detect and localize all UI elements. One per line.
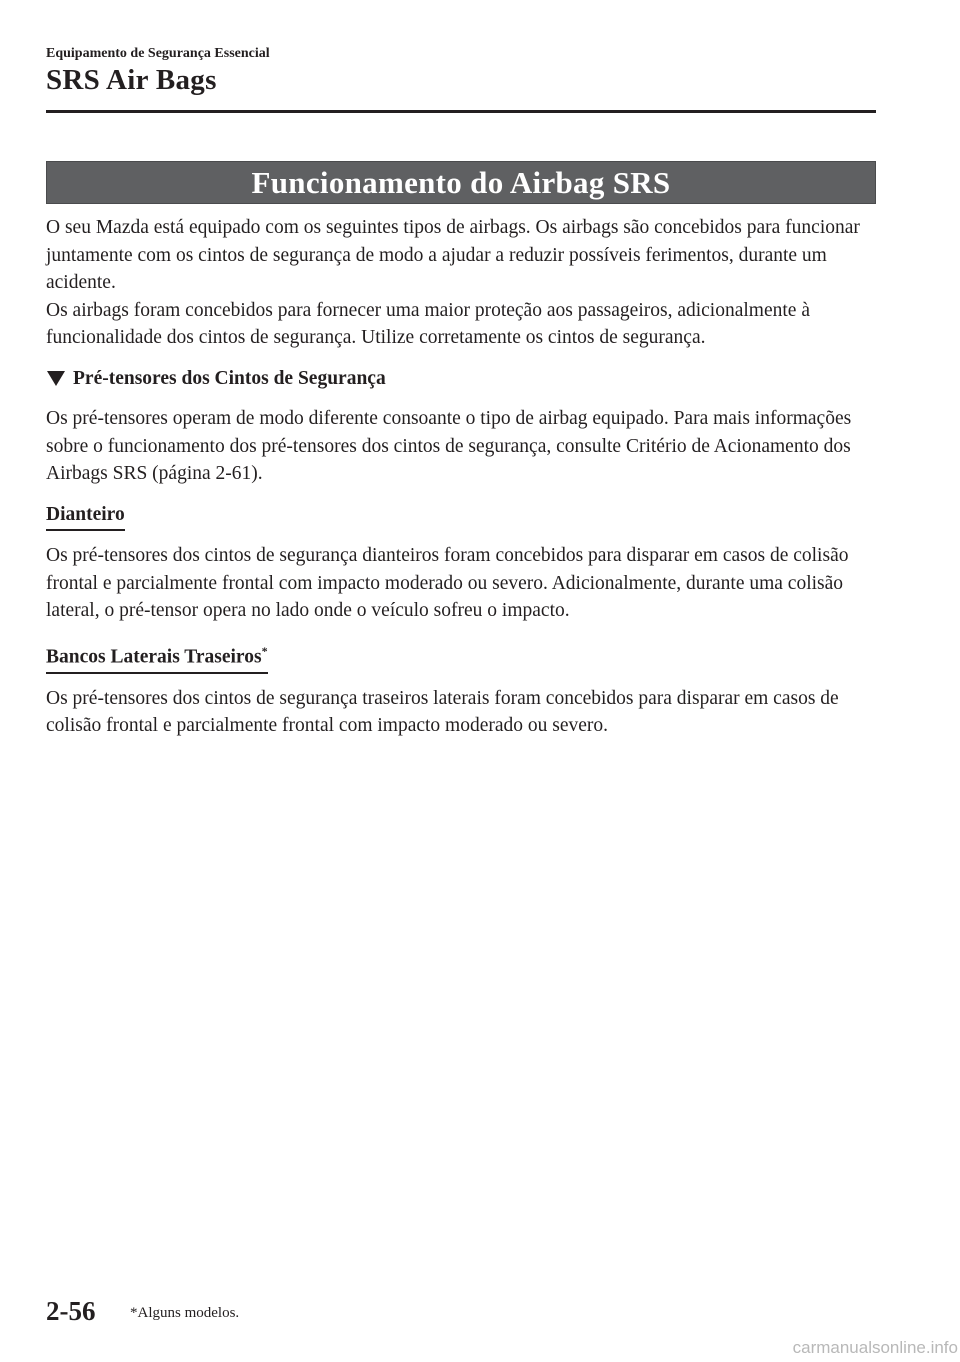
rear-heading-text: Bancos Laterais Traseiros (46, 646, 262, 667)
pretensioners-heading-text: Pré-tensores dos Cintos de Segurança (73, 367, 386, 389)
topic-banner-title: Funcionamento do Airbag SRS (251, 164, 671, 200)
pretensioners-heading (46, 365, 880, 393)
intro-paragraph-2: Os airbags foram concebidos para fornecer uma maior proteção aos passageiros, adicionalmente à funcionalidade dos cintos de segurança. Utilize corretamente os cintos de segurança. (46, 299, 810, 348)
footnote-asterisk: * (261, 643, 268, 658)
rear-heading (46, 638, 268, 674)
front-heading (46, 501, 125, 532)
triangle-bullet-icon (47, 371, 65, 386)
front-heading-text: Dianteiro (46, 503, 125, 525)
chapter-title: Equipamento de Segurança Essencial (46, 46, 270, 61)
rear-paragraph: Os pré-tensores dos cintos de segurança traseiros laterais foram concebidos para disparar em casos de colisão frontal e parcialmente frontal com impacto moderado ou severo. (46, 687, 839, 736)
watermark: carmanualsonline.info (792, 1338, 958, 1357)
pretensioners-paragraph: Os pré-tensores operam de modo diferente consoante o tipo de airbag equipado. Para mais informações sobre o funcionamento dos pré-tensores dos cintos de segurança, consulte Critério de Acionamento dos Airbags SRS (página 2-61). (46, 408, 852, 484)
front-paragraph: Os pré-tensores dos cintos de segurança dianteiros foram concebidos para disparar em casos de colisão frontal e parcialmente frontal com impacto moderado ou severo. Adicionalmente, durante uma colisão lateral, o pré-tensor opera no lado onde o veículo sofreu o impacto. (46, 545, 849, 621)
page-number: 2-56 (46, 1296, 96, 1326)
header-rule (46, 110, 876, 113)
section-title: SRS Air Bags (46, 64, 217, 96)
topic-banner (46, 161, 876, 204)
intro-paragraph-1: O seu Mazda está equipado com os seguintes tipos de airbags. Os airbags são concebidos para funcionar juntamente com os cintos de segurança de modo a ajudar a reduzir possíveis ferimentos, durante um acidente. (46, 217, 860, 293)
footnote: *Alguns modelos. (130, 1305, 240, 1321)
page-content (46, 214, 880, 740)
